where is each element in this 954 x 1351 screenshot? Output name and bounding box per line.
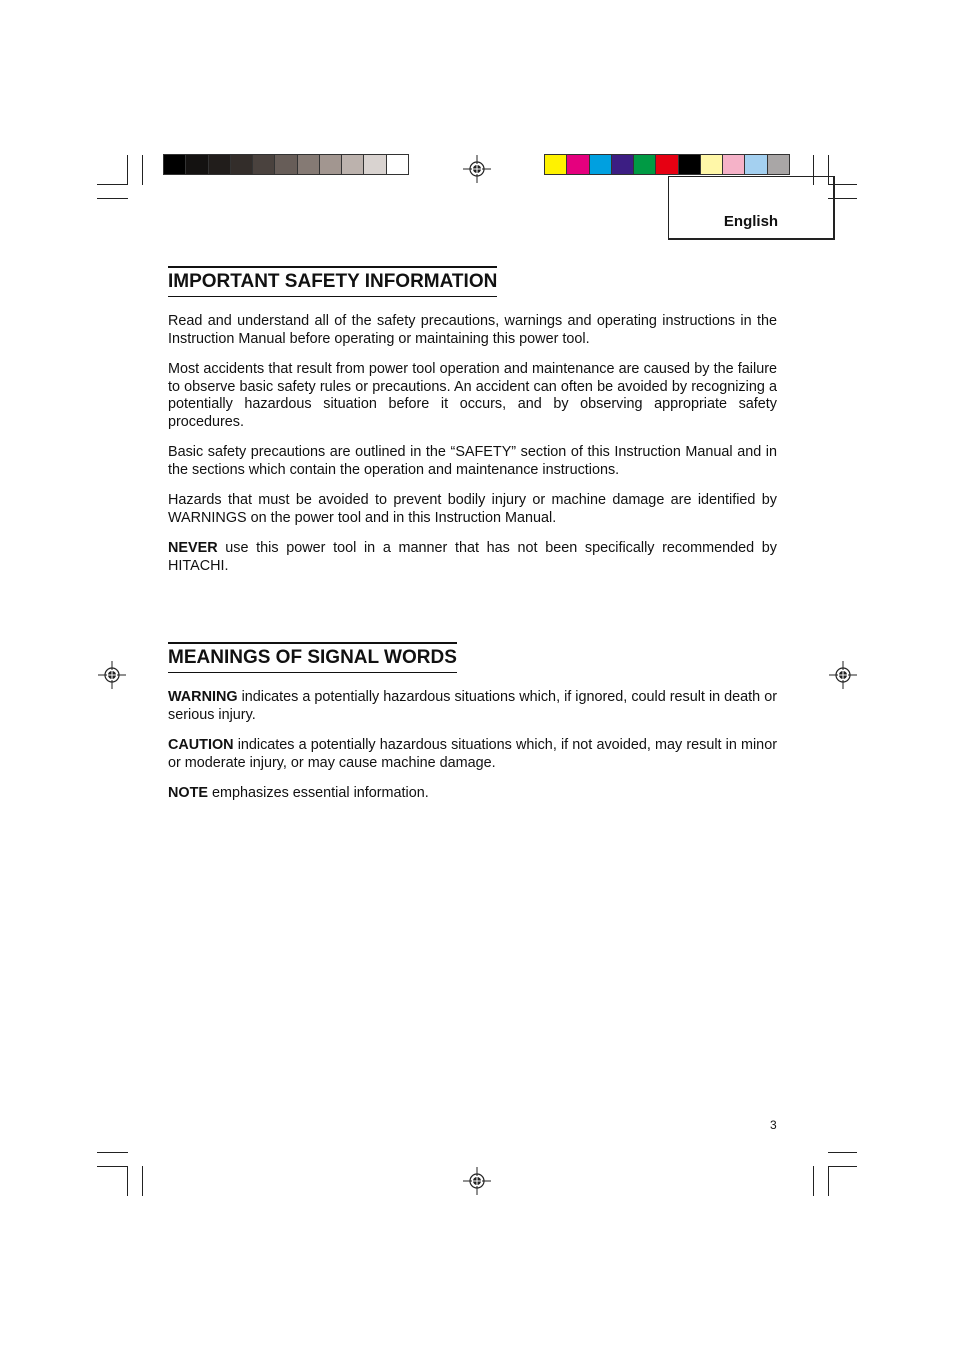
definition-caution: [168, 737, 777, 772]
emphasis-term: NEVER: [168, 540, 218, 556]
color-swatch: [209, 155, 231, 174]
definition-text: emphasizes essential information.: [207, 785, 429, 801]
paragraph: Read and understand all of the safety precautions, warnings and operating instructions in the Instruction Manual before operating or maintaining this power tool.: [168, 313, 777, 347]
term-warning: WARNING: [168, 689, 238, 705]
crop-mark: [828, 1152, 857, 1153]
color-swatch: [275, 155, 297, 174]
color-swatch: [567, 155, 589, 174]
cmyk-color-bar: [544, 154, 790, 175]
definition-text: indicates a potentially hazardous situations which, if ignored, could result in death or serious injury.: [168, 689, 777, 723]
color-swatch: [231, 155, 253, 174]
crop-mark: [97, 1152, 128, 1153]
color-swatch: [701, 155, 723, 174]
section-heading-signal-words: MEANINGS OF SIGNAL WORDS: [168, 642, 457, 673]
paragraph: [168, 540, 777, 575]
color-swatch: [387, 155, 408, 174]
paragraph: Hazards that must be avoided to prevent bodily injury or machine damage are identified by WARNINGS on the power tool and in this Instruction Manual.: [168, 492, 777, 526]
crop-mark: [97, 198, 128, 199]
crop-mark: [127, 1166, 128, 1196]
color-swatch: [656, 155, 678, 174]
crop-mark: [142, 155, 143, 185]
crop-mark: [828, 1166, 829, 1196]
color-swatch: [634, 155, 656, 174]
color-swatch: [298, 155, 320, 174]
definition-note: [168, 785, 777, 803]
color-swatch: [253, 155, 275, 174]
registration-mark-icon: [829, 661, 857, 689]
color-swatch: [164, 155, 186, 174]
color-swatch: [745, 155, 767, 174]
crop-mark: [828, 1166, 857, 1167]
page-number: 3: [770, 1118, 777, 1132]
color-swatch: [679, 155, 701, 174]
language-label: English: [723, 213, 779, 230]
registration-mark-icon: [463, 1167, 491, 1195]
color-swatch: [723, 155, 745, 174]
color-swatch: [320, 155, 342, 174]
grayscale-color-bar: [163, 154, 409, 175]
color-swatch: [364, 155, 386, 174]
language-tab: [668, 176, 835, 240]
term-note: NOTE: [168, 785, 208, 801]
registration-mark-icon: [98, 661, 126, 689]
color-swatch: [186, 155, 208, 174]
registration-mark-icon: [463, 155, 491, 183]
definition-text: indicates a potentially hazardous situations which, if not avoided, may result in minor or moderate injury, or may cause machine damage.: [168, 737, 777, 771]
paragraph: Basic safety precautions are outlined in the “SAFETY” section of this Instruction Manual and in the sections which contain the operation and maintenance instructions.: [168, 444, 777, 478]
color-swatch: [768, 155, 789, 174]
crop-mark: [813, 1166, 814, 1196]
term-caution: CAUTION: [168, 737, 234, 753]
paragraph-text: use this power tool in a manner that has not been specifically recommended by HITACHI.: [168, 540, 777, 574]
color-swatch: [342, 155, 364, 174]
definition-warning: [168, 689, 777, 724]
color-swatch: [612, 155, 634, 174]
crop-mark: [97, 1166, 128, 1167]
crop-mark: [127, 155, 128, 185]
crop-mark: [142, 1166, 143, 1196]
crop-mark: [97, 184, 128, 185]
section-heading-safety: IMPORTANT SAFETY INFORMATION: [168, 266, 497, 297]
paragraph: Most accidents that result from power tool operation and maintenance are caused by the failure to observe basic safety rules or precautions. An accident can often be avoided by recognizing a potentially hazardous situation before it occurs, and by observing appropriate safety procedures.: [168, 361, 777, 430]
color-swatch: [545, 155, 567, 174]
color-swatch: [590, 155, 612, 174]
